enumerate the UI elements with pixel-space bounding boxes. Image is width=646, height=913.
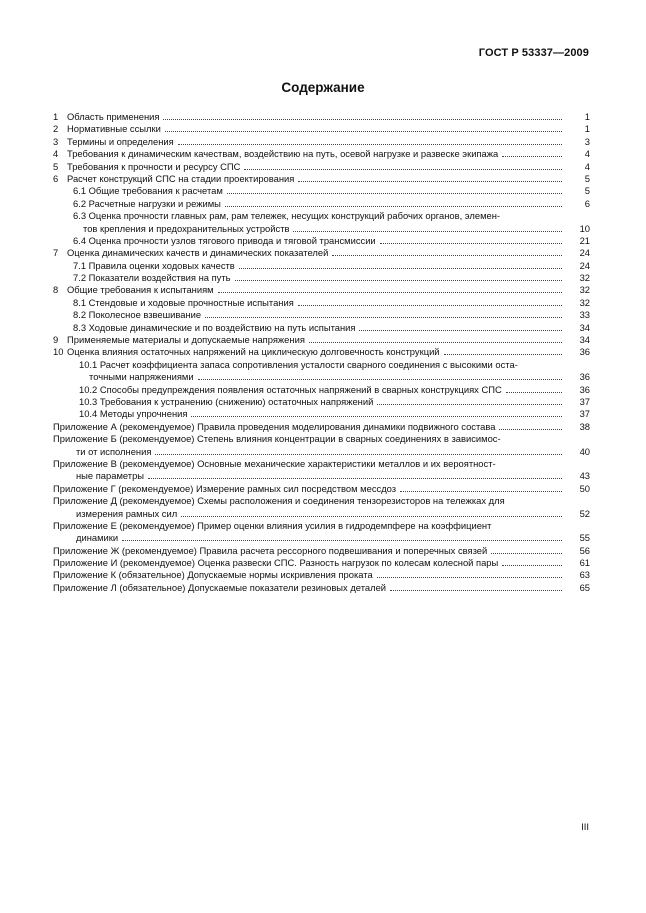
table-of-contents (53, 111, 590, 594)
toc-entry[interactable] (53, 520, 590, 532)
page-number: III (581, 822, 589, 833)
toc-entry[interactable] (53, 136, 590, 148)
toc-entry[interactable] (53, 545, 590, 557)
toc-entry-title: Применяемые материалы и допускаемые напряжения (67, 334, 305, 346)
toc-entry-page: 52 (579, 507, 590, 519)
toc-entry-title: ти от исполнения (76, 445, 152, 457)
toc-entry-title: 6.3 Оценка прочности главных рам, рам тележек, несущих конструкций рабочих органов, элемен- (73, 210, 501, 222)
toc-entry-title: ные параметры (76, 470, 145, 482)
toc-entry-page: 24 (579, 247, 590, 259)
toc-entry[interactable] (53, 260, 590, 272)
dot-leader (165, 123, 562, 132)
toc-entry-page: 32 (579, 272, 590, 284)
toc-entry-page: 50 (579, 482, 590, 494)
toc-entry[interactable] (53, 297, 590, 309)
toc-entry-page: 36 (579, 371, 590, 383)
toc-entry-page: 32 (579, 284, 590, 296)
toc-entry-title: Приложение Б (рекомендуемое) Степень влияния концентрации в сварных соединениях в зависимос- (53, 433, 501, 445)
toc-entry-number: 5 (53, 160, 59, 172)
page-title: Содержание (281, 80, 365, 95)
toc-entry[interactable] (53, 161, 590, 173)
toc-entry-title: 10.2 Способы предупреждения появления остаточных напряжений в сварных конструкциях СПС (79, 383, 502, 395)
dot-leader (502, 148, 562, 157)
toc-entry-title: Оценка динамических качеств и динамических показателей (67, 247, 329, 259)
toc-entry-page: 55 (579, 532, 590, 544)
dot-leader (332, 247, 562, 256)
toc-entry-title: Нормативные ссылки (67, 123, 161, 135)
dot-leader (293, 223, 562, 232)
toc-entry-title: Приложение К (обязательное) Допускаемые нормы искривления проката (53, 569, 373, 581)
toc-entry-number: 6 (53, 172, 59, 184)
dot-leader (390, 582, 562, 591)
toc-entry-title: 10.4 Методы упрочнения (79, 408, 188, 420)
toc-entry-number: 9 (53, 334, 59, 346)
toc-entry-page: 32 (579, 296, 590, 308)
toc-entry-page: 5 (584, 172, 590, 184)
toc-entry[interactable] (53, 272, 590, 284)
toc-entry-page: 5 (584, 185, 590, 197)
toc-entry[interactable] (53, 483, 590, 495)
toc-entry-title: измерения рамных сил (76, 507, 178, 519)
toc-entry-title: тов крепления и предохранительных устройств (83, 222, 290, 234)
toc-entry-page: 33 (579, 309, 590, 321)
toc-entry-page: 56 (579, 544, 590, 556)
toc-entry-page: 65 (579, 581, 590, 593)
dot-leader (235, 272, 562, 281)
toc-entry-number: 1 (53, 111, 59, 122)
toc-entry[interactable] (53, 396, 590, 408)
toc-entry-page: 43 (579, 470, 590, 482)
document-id: ГОСТ Р 53337—2009 (478, 47, 589, 59)
toc-entry[interactable] (53, 557, 590, 569)
toc-entry[interactable] (53, 371, 590, 383)
toc-entry[interactable] (53, 569, 590, 581)
toc-entry-page: 34 (579, 321, 590, 333)
toc-entry-title: Приложение И (рекомендуемое) Оценка развески СПС. Разность нагрузок по колесам колесной пары (53, 557, 499, 569)
dot-leader (239, 260, 562, 269)
toc-entry-title: Приложение Ж (рекомендуемое) Правила расчета рессорного подвешивания и поперечных связей (53, 544, 488, 556)
toc-entry-title: Область применения (67, 111, 160, 122)
toc-entry-page: 10 (579, 222, 590, 234)
toc-entry[interactable] (53, 111, 590, 123)
dot-leader (205, 309, 562, 318)
toc-entry[interactable] (53, 346, 590, 358)
toc-entry-title: 7.1 Правила оценки ходовых качеств (73, 259, 235, 271)
toc-entry-title: динамики (76, 532, 119, 544)
dot-leader (298, 173, 562, 182)
toc-entry[interactable] (53, 495, 590, 507)
toc-entry[interactable] (53, 284, 590, 296)
toc-entry-page: 40 (579, 445, 590, 457)
dot-leader (191, 408, 562, 417)
dot-leader (444, 346, 562, 355)
toc-entry-page: 3 (584, 135, 590, 147)
toc-entry-title: 6.4 Оценка прочности узлов тягового привода и тяговой трансмиссии (73, 234, 376, 246)
toc-entry[interactable] (53, 359, 590, 371)
toc-entry-title: Требования к динамическим качествам, воздействию на путь, осевой нагрузке и развеске экипажа (67, 148, 499, 160)
toc-entry-number: 8 (53, 284, 59, 296)
toc-entry-title: Приложение Л (обязательное) Допускаемые показатели резиновых деталей (53, 581, 387, 593)
toc-entry-page: 21 (579, 234, 590, 246)
toc-entry-number: 3 (53, 135, 59, 147)
toc-entry-title: 10.3 Требования к устранению (снижению) остаточных напряжений (79, 395, 374, 407)
dot-leader (178, 136, 562, 145)
toc-entry-title: 8.2 Поколесное взвешивание (73, 309, 202, 321)
toc-entry[interactable] (53, 235, 590, 247)
toc-entry-page: 36 (579, 346, 590, 358)
toc-entry[interactable] (53, 582, 590, 594)
dot-leader (380, 235, 562, 244)
toc-entry-page: 1 (584, 111, 590, 122)
toc-entry-title: точными напряжениями (89, 371, 194, 383)
toc-entry-number: 4 (53, 148, 59, 160)
toc-entry-number: 2 (53, 123, 59, 135)
dot-leader (155, 446, 562, 455)
toc-entry[interactable] (53, 223, 590, 235)
toc-entry-title: Приложение В (рекомендуемое) Основные механические характеристики металлов и их вероятност- (53, 457, 496, 469)
dot-leader (506, 384, 562, 393)
toc-entry[interactable] (53, 408, 590, 420)
toc-entry-page: 6 (584, 197, 590, 209)
toc-entry-page: 37 (579, 408, 590, 420)
dot-leader (225, 198, 562, 207)
toc-entry[interactable] (53, 458, 590, 470)
toc-entry-page: 34 (579, 334, 590, 346)
toc-entry[interactable] (53, 446, 590, 458)
dot-leader (244, 161, 562, 170)
toc-entry[interactable] (53, 384, 590, 396)
toc-entry-title: Приложение Д (рекомендуемое) Схемы расположения и соединения тензорезисторов на тележках для (53, 495, 505, 507)
toc-entry[interactable] (53, 322, 590, 334)
toc-entry[interactable] (53, 185, 590, 197)
toc-entry[interactable] (53, 148, 590, 160)
toc-entry[interactable] (53, 123, 590, 135)
toc-entry[interactable] (53, 247, 590, 259)
toc-entry-title: 6.2 Расчетные нагрузки и режимы (73, 197, 221, 209)
toc-entry-number: 7 (53, 247, 59, 259)
toc-entry-title: Приложение Г (рекомендуемое) Измерение рамных сил посредством мессдоз (53, 482, 397, 494)
toc-entry-title: Оценка влияния остаточных напряжений на циклическую долговечность конструкций (67, 346, 440, 358)
toc-entry-page: 4 (584, 148, 590, 160)
toc-entry-title: Приложение А (рекомендуемое) Правила проведения моделирования динамики подвижного состава (53, 420, 496, 432)
toc-entry-title: 6.1 Общие требования к расчетам (73, 185, 223, 197)
dot-leader (163, 111, 562, 120)
toc-entry-title: 10.1 Расчет коэффициента запаса сопротивления усталости сварного соединения с высокими оста- (79, 358, 518, 370)
toc-entry[interactable] (53, 470, 590, 482)
dot-leader (218, 284, 562, 293)
dot-leader (377, 569, 562, 578)
toc-entry-page: 37 (579, 395, 590, 407)
toc-entry-page: 36 (579, 383, 590, 395)
dot-leader (298, 297, 562, 306)
dot-leader (198, 371, 562, 380)
toc-entry-page: 61 (579, 557, 590, 569)
toc-entry[interactable] (53, 421, 590, 433)
toc-entry[interactable] (53, 532, 590, 544)
dot-leader (122, 532, 562, 541)
dot-leader (502, 557, 562, 566)
toc-entry-title: 8.3 Ходовые динамические и по воздействию на путь испытания (73, 321, 356, 333)
toc-entry-title: Приложение Е (рекомендуемое) Пример оценки влияния усилия в гидродемпфере на коэффициент (53, 519, 492, 531)
toc-entry-title: Расчет конструкций СПС на стадии проектирования (67, 172, 295, 184)
toc-entry[interactable] (53, 334, 590, 346)
toc-entry[interactable] (53, 173, 590, 185)
toc-entry[interactable] (53, 198, 590, 210)
dot-leader (309, 334, 562, 343)
dot-leader (227, 185, 562, 194)
toc-entry-title: Требования к прочности и ресурсу СПС (67, 160, 241, 172)
toc-entry[interactable] (53, 309, 590, 321)
toc-entry-page: 4 (584, 160, 590, 172)
toc-entry[interactable] (53, 210, 590, 222)
toc-entry[interactable] (53, 433, 590, 445)
toc-entry-number: 10 (53, 346, 64, 358)
toc-entry-page: 24 (579, 259, 590, 271)
dot-leader (400, 483, 562, 492)
toc-entry[interactable] (53, 508, 590, 520)
dot-leader (499, 421, 562, 430)
toc-entry-title: Общие требования к испытаниям (67, 284, 214, 296)
dot-leader (491, 545, 562, 554)
dot-leader (359, 322, 562, 331)
toc-entry-page: 1 (584, 123, 590, 135)
dot-leader (148, 470, 562, 479)
dot-leader (181, 508, 562, 517)
dot-leader (377, 396, 562, 405)
toc-entry-title: 7.2 Показатели воздействия на путь (73, 272, 231, 284)
toc-entry-title: 8.1 Стендовые и ходовые прочностные испытания (73, 296, 294, 308)
toc-entry-title: Термины и определения (67, 135, 174, 147)
toc-entry-page: 63 (579, 569, 590, 581)
toc-entry-page: 38 (579, 420, 590, 432)
